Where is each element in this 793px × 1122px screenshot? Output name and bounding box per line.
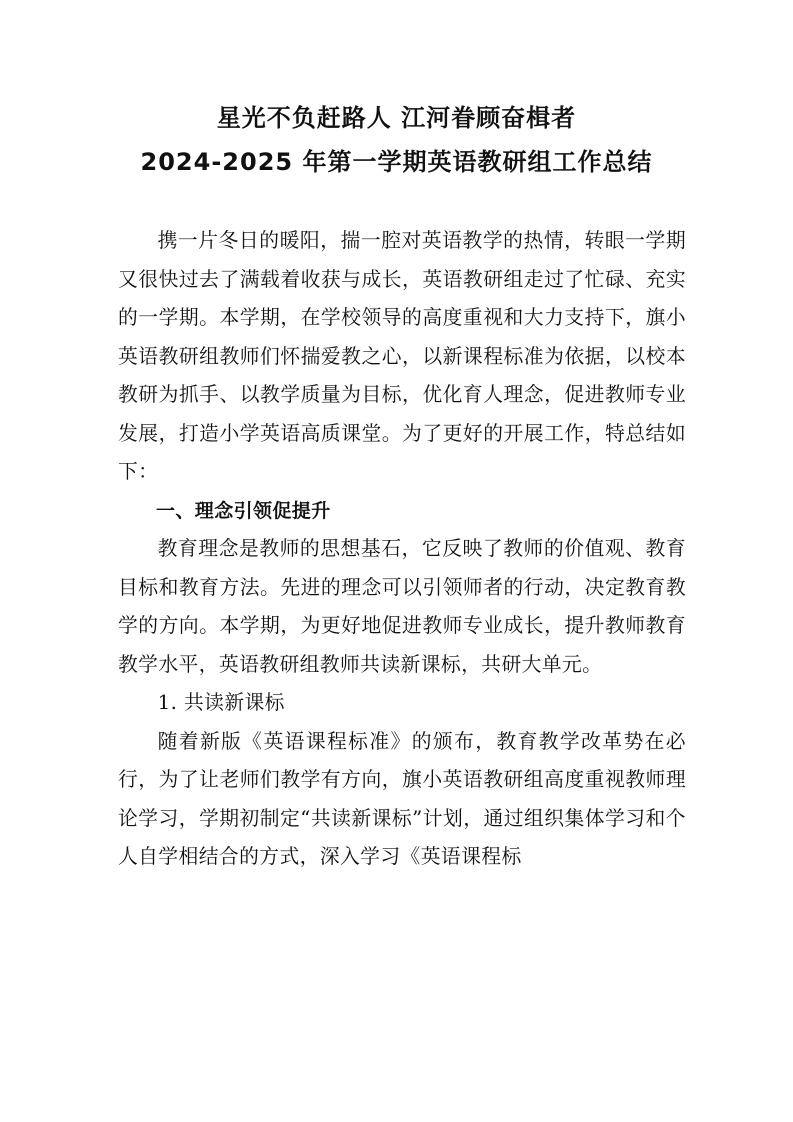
document-body <box>118 222 686 877</box>
document-subtitle: 2024-2025 年第一学期英语教研组工作总结 <box>140 148 653 176</box>
document-title: 星光不负赶路人 江河眷顾奋楫者 <box>216 104 577 132</box>
paragraph-intro: 携一片冬日的暖阳，揣一腔对英语教学的热情，转眼一学期又很快过去了满载着收获与成长，英语教研组走过了忙碌、充实的一学期。本学期，在学校领导的高度重视和大力支持下，旗小英语教研组教师们怀揣爱教之心，以新课程标准为依据，以校本教研为抓手、以教学质量为目标，优化育人理念，促进教师专业发展，打造小学英语高质课堂。为了更好的开展工作，特总结如下： <box>118 229 686 483</box>
paragraph-section-1: 教育理念是教师的思想基石，它反映了教师的价值观、教育目标和教育方法。先进的理念可以引领师者的行动，决定教育教学的方向。本学期，为更好地促进教师专业成长，提升教师教育教学水平，英语教研组教师共读新课标，共研大单元。 <box>118 537 686 676</box>
subsection-heading: 1. 共读新课标 <box>157 691 285 714</box>
section-heading: 一、理念引领促提升 <box>156 499 331 522</box>
paragraph-subsection-1: 随着新版《英语课程标准》的颁布，教育教学改革势在必行，为了让老师们教学有方向，旗小英语教研组高度重视教师理论学习，学期初制定“共读新课标”计划，通过组织集体学习和个人自学相结合的方式，深入学习《英语课程标 <box>118 729 686 868</box>
